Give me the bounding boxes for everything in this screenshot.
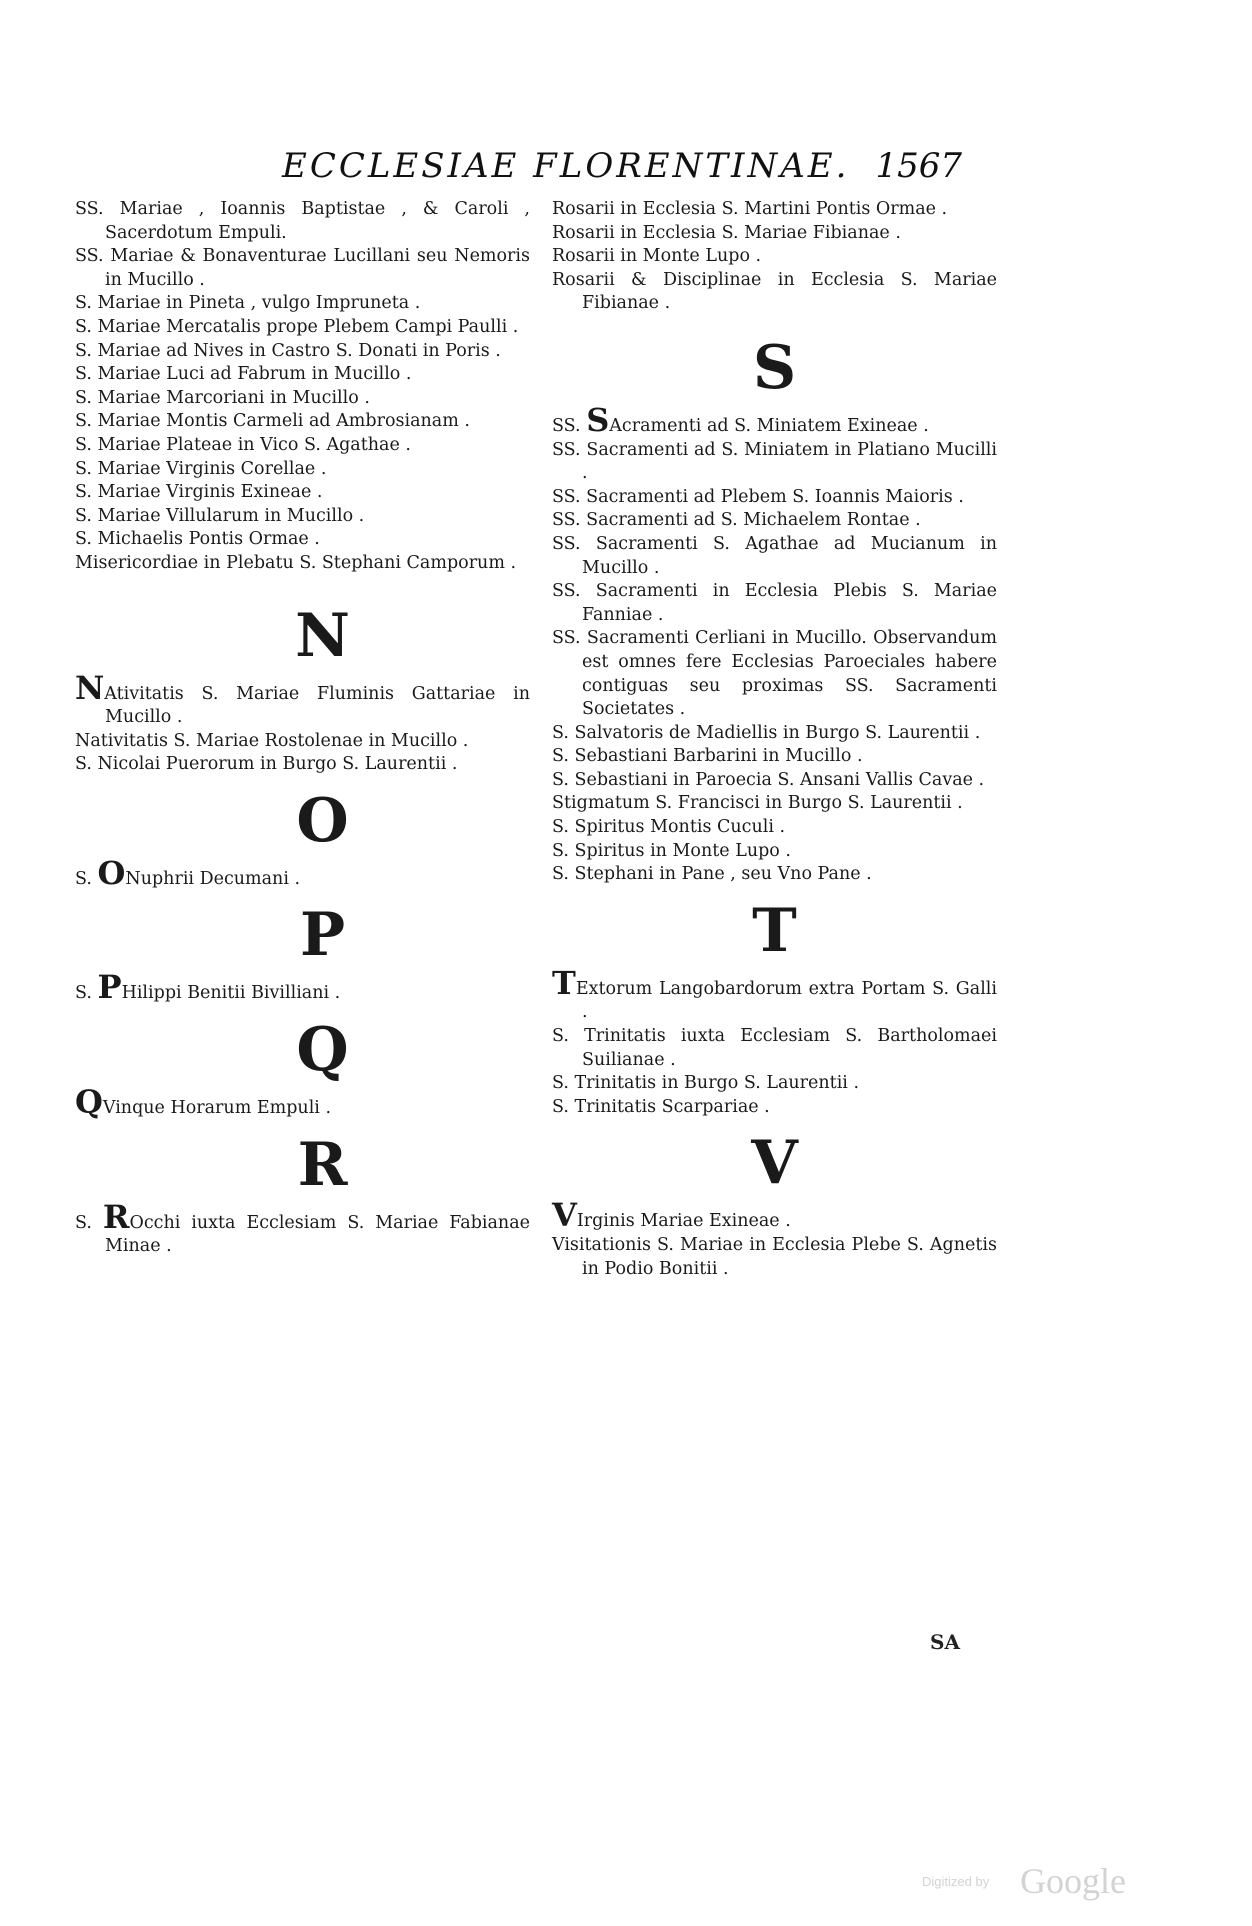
section-letter-n: N	[295, 600, 350, 671]
entry	[552, 400, 997, 439]
entry: S. Mariae Mercatalis prope Plebem Campi Paulli .	[75, 316, 519, 337]
entry: S. Spiritus Montis Cuculi .	[552, 817, 786, 838]
section-letter-t: T	[752, 895, 797, 966]
drop-initial: T	[552, 963, 576, 1002]
entry: Nativitatis S. Mariae Rostolenae in Mucillo .	[75, 730, 469, 751]
entry: Rosarii in Ecclesia S. Mariae Fibianae .	[552, 222, 901, 243]
drop-initial: P	[97, 968, 122, 1007]
entry: Rosarii in Monte Lupo .	[552, 246, 762, 267]
watermark-label: Digitized by	[922, 1874, 990, 1889]
entry-prefix: S.	[75, 983, 92, 1004]
section-letter-o: O	[296, 785, 349, 856]
entry: SS. Mariae & Bonaventurae Lucillani seu Nemoris in Mucillo .	[75, 246, 530, 290]
section-r-entries	[552, 198, 997, 316]
drop-initial: N	[75, 668, 105, 707]
entry: S. Mariae Villularum in Mucillo .	[75, 505, 365, 526]
entry: S. Sebastiani Barbarini in Mucillo .	[552, 746, 863, 767]
entry-text: Acramenti ad S. Miniatem Exineae .	[609, 415, 929, 436]
entry: SS. Mariae , Ioannis Baptistae , & Caroli , Sacerdotum Empuli.	[75, 199, 530, 243]
entry-prefix: S.	[75, 868, 92, 889]
entry: S. Trinitatis iuxta Ecclesiam S. Bartholomaei Suilianae .	[552, 1026, 997, 1070]
entry-text: Irginis Mariae Exineae .	[576, 1211, 791, 1232]
entry	[552, 1196, 997, 1235]
entry	[552, 963, 997, 1025]
entry: Rosarii & Disciplinae in Ecclesia S. Mariae Fibianae .	[552, 269, 997, 314]
drop-initial: R	[102, 1197, 130, 1236]
left-column	[75, 198, 530, 1259]
watermark-logo: Google	[1020, 1861, 1126, 1901]
section-letter-s: S	[752, 332, 797, 403]
entry: S. Mariae ad Nives in Castro S. Donati in Poris .	[75, 340, 501, 361]
entry: S. Mariae in Pineta , vulgo Impruneta .	[75, 293, 421, 314]
entry: S. Mariae Montis Carmeli ad Ambrosianam .	[75, 411, 470, 432]
entry: S. Salvatoris de Madiellis in Burgo S. Laurentii .	[552, 722, 981, 743]
entry-text: Ativitatis S. Mariae Fluminis Gattariae in Mucillo .	[104, 683, 530, 728]
section-letter-r: R	[297, 1129, 348, 1200]
drop-initial: O	[97, 853, 126, 892]
entry	[75, 853, 530, 892]
drop-initial: Q	[75, 1083, 103, 1122]
drop-initial: V	[552, 1196, 577, 1235]
entry: SS. Sacramenti ad S. Michaelem Rontae .	[552, 510, 921, 531]
entry: SS. Sacramenti ad Plebem S. Ioannis Maioris .	[552, 486, 964, 507]
section-letter-q: Q	[296, 1015, 349, 1086]
section-m-entries	[75, 198, 530, 576]
running-head	[282, 146, 962, 190]
entry-prefix: S.	[75, 1212, 92, 1233]
stray-catchword: SA	[930, 1630, 960, 1654]
entry: S. Mariae Virginis Exineae .	[75, 482, 323, 503]
entry: S. Mariae Marcoriani in Mucillo .	[75, 387, 370, 408]
entry	[75, 1197, 530, 1259]
entry-text: Vinque Horarum Empuli .	[102, 1098, 332, 1119]
entry: S. Sebastiani in Paroecia S. Ansani Vallis Cavae .	[552, 769, 985, 790]
section-letter-p: P	[299, 900, 346, 971]
page-number: 1567	[875, 146, 962, 186]
entry: S. Trinitatis in Burgo S. Laurentii .	[552, 1073, 860, 1094]
entry: S. Mariae Luci ad Fabrum in Mucillo .	[75, 364, 412, 385]
right-column	[552, 198, 997, 1281]
entry: Rosarii in Ecclesia S. Martini Pontis Ormae .	[552, 199, 948, 219]
entry	[75, 668, 530, 730]
entry	[75, 1083, 530, 1122]
entry-text: Nuphrii Decumani .	[125, 868, 301, 889]
entry: SS. Sacramenti S. Agathae ad Mucianum in Mucillo .	[552, 533, 997, 578]
entry-text: Hilippi Benitii Bivilliani .	[121, 983, 341, 1004]
entry: S. Trinitatis Scarpariae .	[552, 1096, 770, 1117]
section-letter-v: V	[751, 1128, 798, 1199]
entry-prefix: SS.	[552, 415, 581, 436]
entry-text: Extorum Langobardorum extra Portam S. Galli .	[575, 978, 997, 1023]
entry: SS. Sacramenti ad S. Miniatem in Platiano Mucilli .	[552, 439, 997, 484]
entry: S. Michaelis Pontis Ormae .	[75, 529, 320, 550]
entry: Stigmatum S. Francisci in Burgo S. Laurentii .	[552, 793, 963, 814]
entry: S. Mariae Virginis Corellae .	[75, 458, 327, 479]
entry: Misericordiae in Plebatu S. Stephani Camporum .	[75, 552, 517, 573]
entry-text: Occhi iuxta Ecclesiam S. Mariae Fabianae Minae .	[105, 1212, 530, 1257]
entry: SS. Sacramenti in Ecclesia Plebis S. Mariae Fanniae .	[552, 581, 997, 625]
entry: S. Stephani in Pane , seu Vno Pane .	[552, 864, 872, 885]
entry	[75, 968, 530, 1007]
entry: S. Mariae Plateae in Vico S. Agathae .	[75, 434, 411, 455]
entry: S. Nicolai Puerorum in Burgo S. Laurentii .	[75, 754, 458, 775]
entry: Visitationis S. Mariae in Ecclesia Plebe S. Agnetis in Podio Bonitii .	[552, 1235, 997, 1279]
drop-initial: S	[586, 400, 610, 439]
digitizer-watermark	[922, 1860, 1182, 1900]
running-title: ECCLESIAE FLORENTINAE.	[282, 146, 850, 186]
entry: S. Spiritus in Monte Lupo .	[552, 840, 791, 861]
entry: SS. Sacramenti Cerliani in Mucillo. Observandum est omnes fere Ecclesias Paroeciales habere contiguas seu proximas SS. Sacramenti Societates .	[552, 628, 997, 720]
